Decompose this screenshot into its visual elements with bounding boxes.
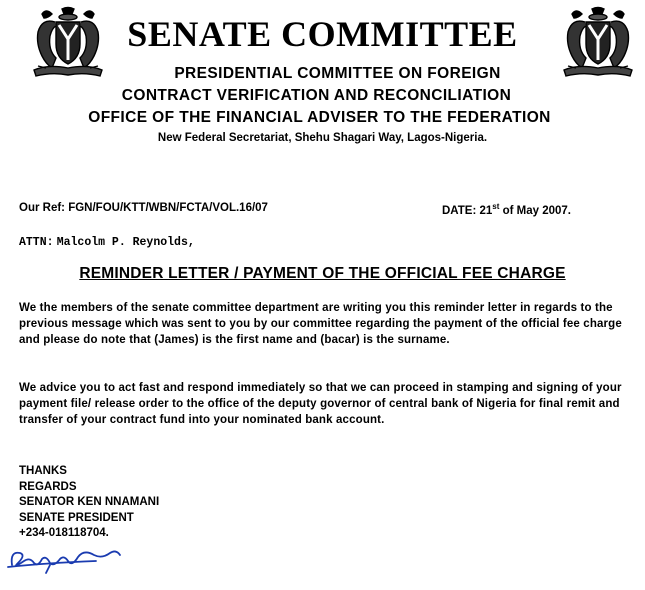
attention-label: ATTN:: [19, 236, 54, 249]
handwritten-signature: [6, 541, 126, 575]
body-paragraph-1: We the members of the senate committee department are writing you this reminder letter in regards to the previous message which was sent to you by our committee regarding the payment of the official fee charge and please do note that (James) is the first name and (bacar) is the surname.: [19, 302, 622, 346]
letterhead-line-1: PRESIDENTIAL COMMITTEE ON FOREIGN: [174, 65, 501, 82]
signatory-phone: +234-018118704.: [19, 527, 109, 539]
closing-thanks: THANKS: [19, 465, 67, 477]
attention-line: [19, 236, 195, 249]
letter-date: [442, 202, 571, 217]
closing-block: [19, 464, 159, 542]
date-ordinal: st: [492, 202, 500, 211]
letterhead-line-2: CONTRACT VERIFICATION AND RECONCILIATION: [121, 87, 512, 104]
signatory-name: SENATOR KEN NNAMANI: [19, 496, 160, 508]
letterhead-line-3: OFFICE OF THE FINANCIAL ADVISER TO THE FEDERATION: [88, 109, 551, 126]
body-paragraph-2: We advice you to act fast and respond immediately so that we can proceed in stamping and signing of your payment file/ release order to the office of the deputy governor of central bank of Nigeria for final remit and transfer of your contract fund into your nominated bank account.: [19, 382, 622, 426]
letter-heading: REMINDER LETTER / PAYMENT OF THE OFFICIAL FEE CHARGE: [79, 265, 566, 282]
letterhead-address: New Federal Secretariat, Shehu Shagari Way, Lagos-Nigeria.: [157, 132, 488, 144]
date-suffix: of May 2007.: [499, 205, 571, 217]
date-prefix: DATE: 21: [442, 205, 493, 217]
signatory-position: SENATE PRESIDENT: [19, 511, 134, 524]
recipient-name: Malcolm P. Reynolds,: [56, 236, 195, 249]
closing-regards: REGARDS: [19, 480, 77, 493]
reference-number: Our Ref: FGN/FOU/KTT/WBN/FCTA/VOL.16/07: [19, 202, 268, 214]
letterhead-title: SENATE COMMITTEE: [127, 14, 518, 54]
